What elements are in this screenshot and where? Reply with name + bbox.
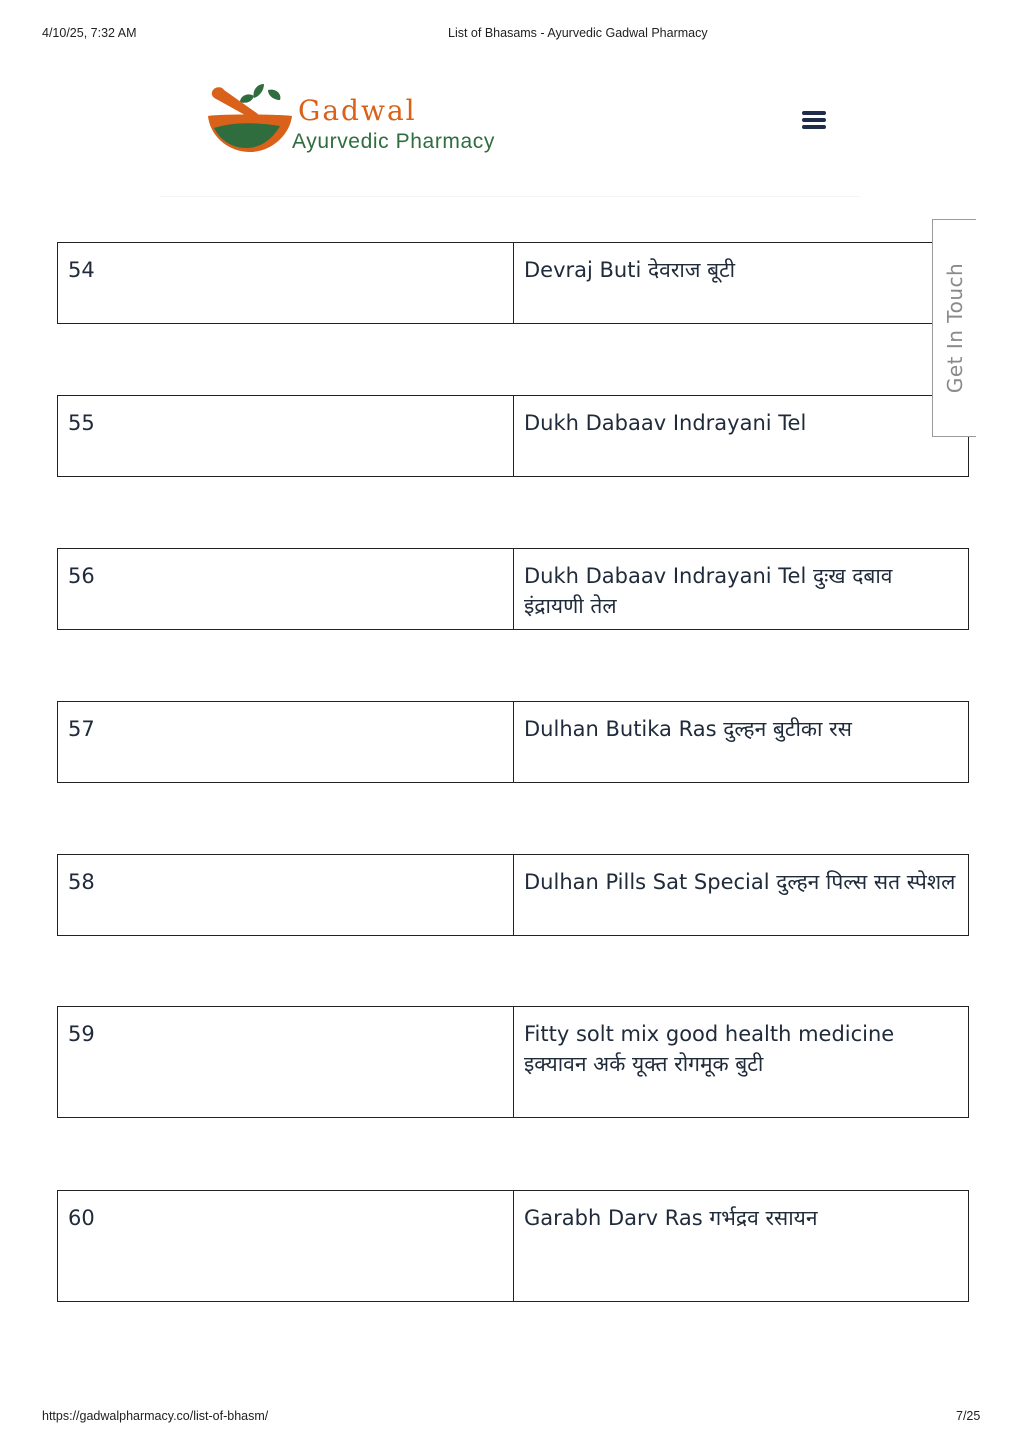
row-number: 54 xyxy=(58,243,514,323)
row-number: 59 xyxy=(58,1007,514,1117)
get-in-touch-label: Get In Touch xyxy=(942,262,967,394)
brand-name: Gadwal xyxy=(298,94,417,127)
table-row xyxy=(57,854,969,936)
print-page-title: List of Bhasams - Ayurvedic Gadwal Pharmacy xyxy=(448,26,708,40)
table-row xyxy=(57,548,969,630)
table-row xyxy=(57,1190,969,1302)
mortar-pestle-icon xyxy=(206,76,298,160)
print-page-number: 7/25 xyxy=(956,1409,981,1423)
medicine-name: Dukh Dabaav Indrayani Tel xyxy=(524,411,807,435)
medicine-name: Devraj Buti देवराज बूटी xyxy=(524,258,736,282)
print-url: https://gadwalpharmacy.co/list-of-bhasm/ xyxy=(42,1409,269,1423)
brand-tagline: Ayurvedic Pharmacy xyxy=(292,130,495,153)
medicine-name: Garabh Darv Ras गर्भद्रव रसायन xyxy=(524,1206,818,1230)
header-divider xyxy=(160,196,860,197)
row-number: 58 xyxy=(58,855,514,935)
site-logo[interactable] xyxy=(206,76,526,160)
medicine-name: Dulhan Pills Sat Special दुल्हन पिल्स सत स्पेशल xyxy=(524,870,956,894)
row-number: 55 xyxy=(58,396,514,476)
medicine-name: Fitty solt mix good health medicine इक्यावन अर्क यूक्त रोगमूक बुटी xyxy=(524,1022,895,1076)
medicine-name: Dulhan Butika Ras दुल्हन बुटीका रस xyxy=(524,717,852,741)
table-row xyxy=(57,395,969,477)
table-row xyxy=(57,1006,969,1118)
row-number: 60 xyxy=(58,1191,514,1301)
table-row xyxy=(57,701,969,783)
table-row xyxy=(57,242,969,324)
hamburger-menu-icon[interactable] xyxy=(798,106,830,134)
row-number: 57 xyxy=(58,702,514,782)
row-number: 56 xyxy=(58,549,514,629)
print-datetime: 4/10/25, 7:32 AM xyxy=(42,26,137,40)
medicine-name: Dukh Dabaav Indrayani Tel दुःख दबाव इंद्रायणी तेल xyxy=(524,564,893,618)
get-in-touch-tab[interactable] xyxy=(932,219,976,437)
